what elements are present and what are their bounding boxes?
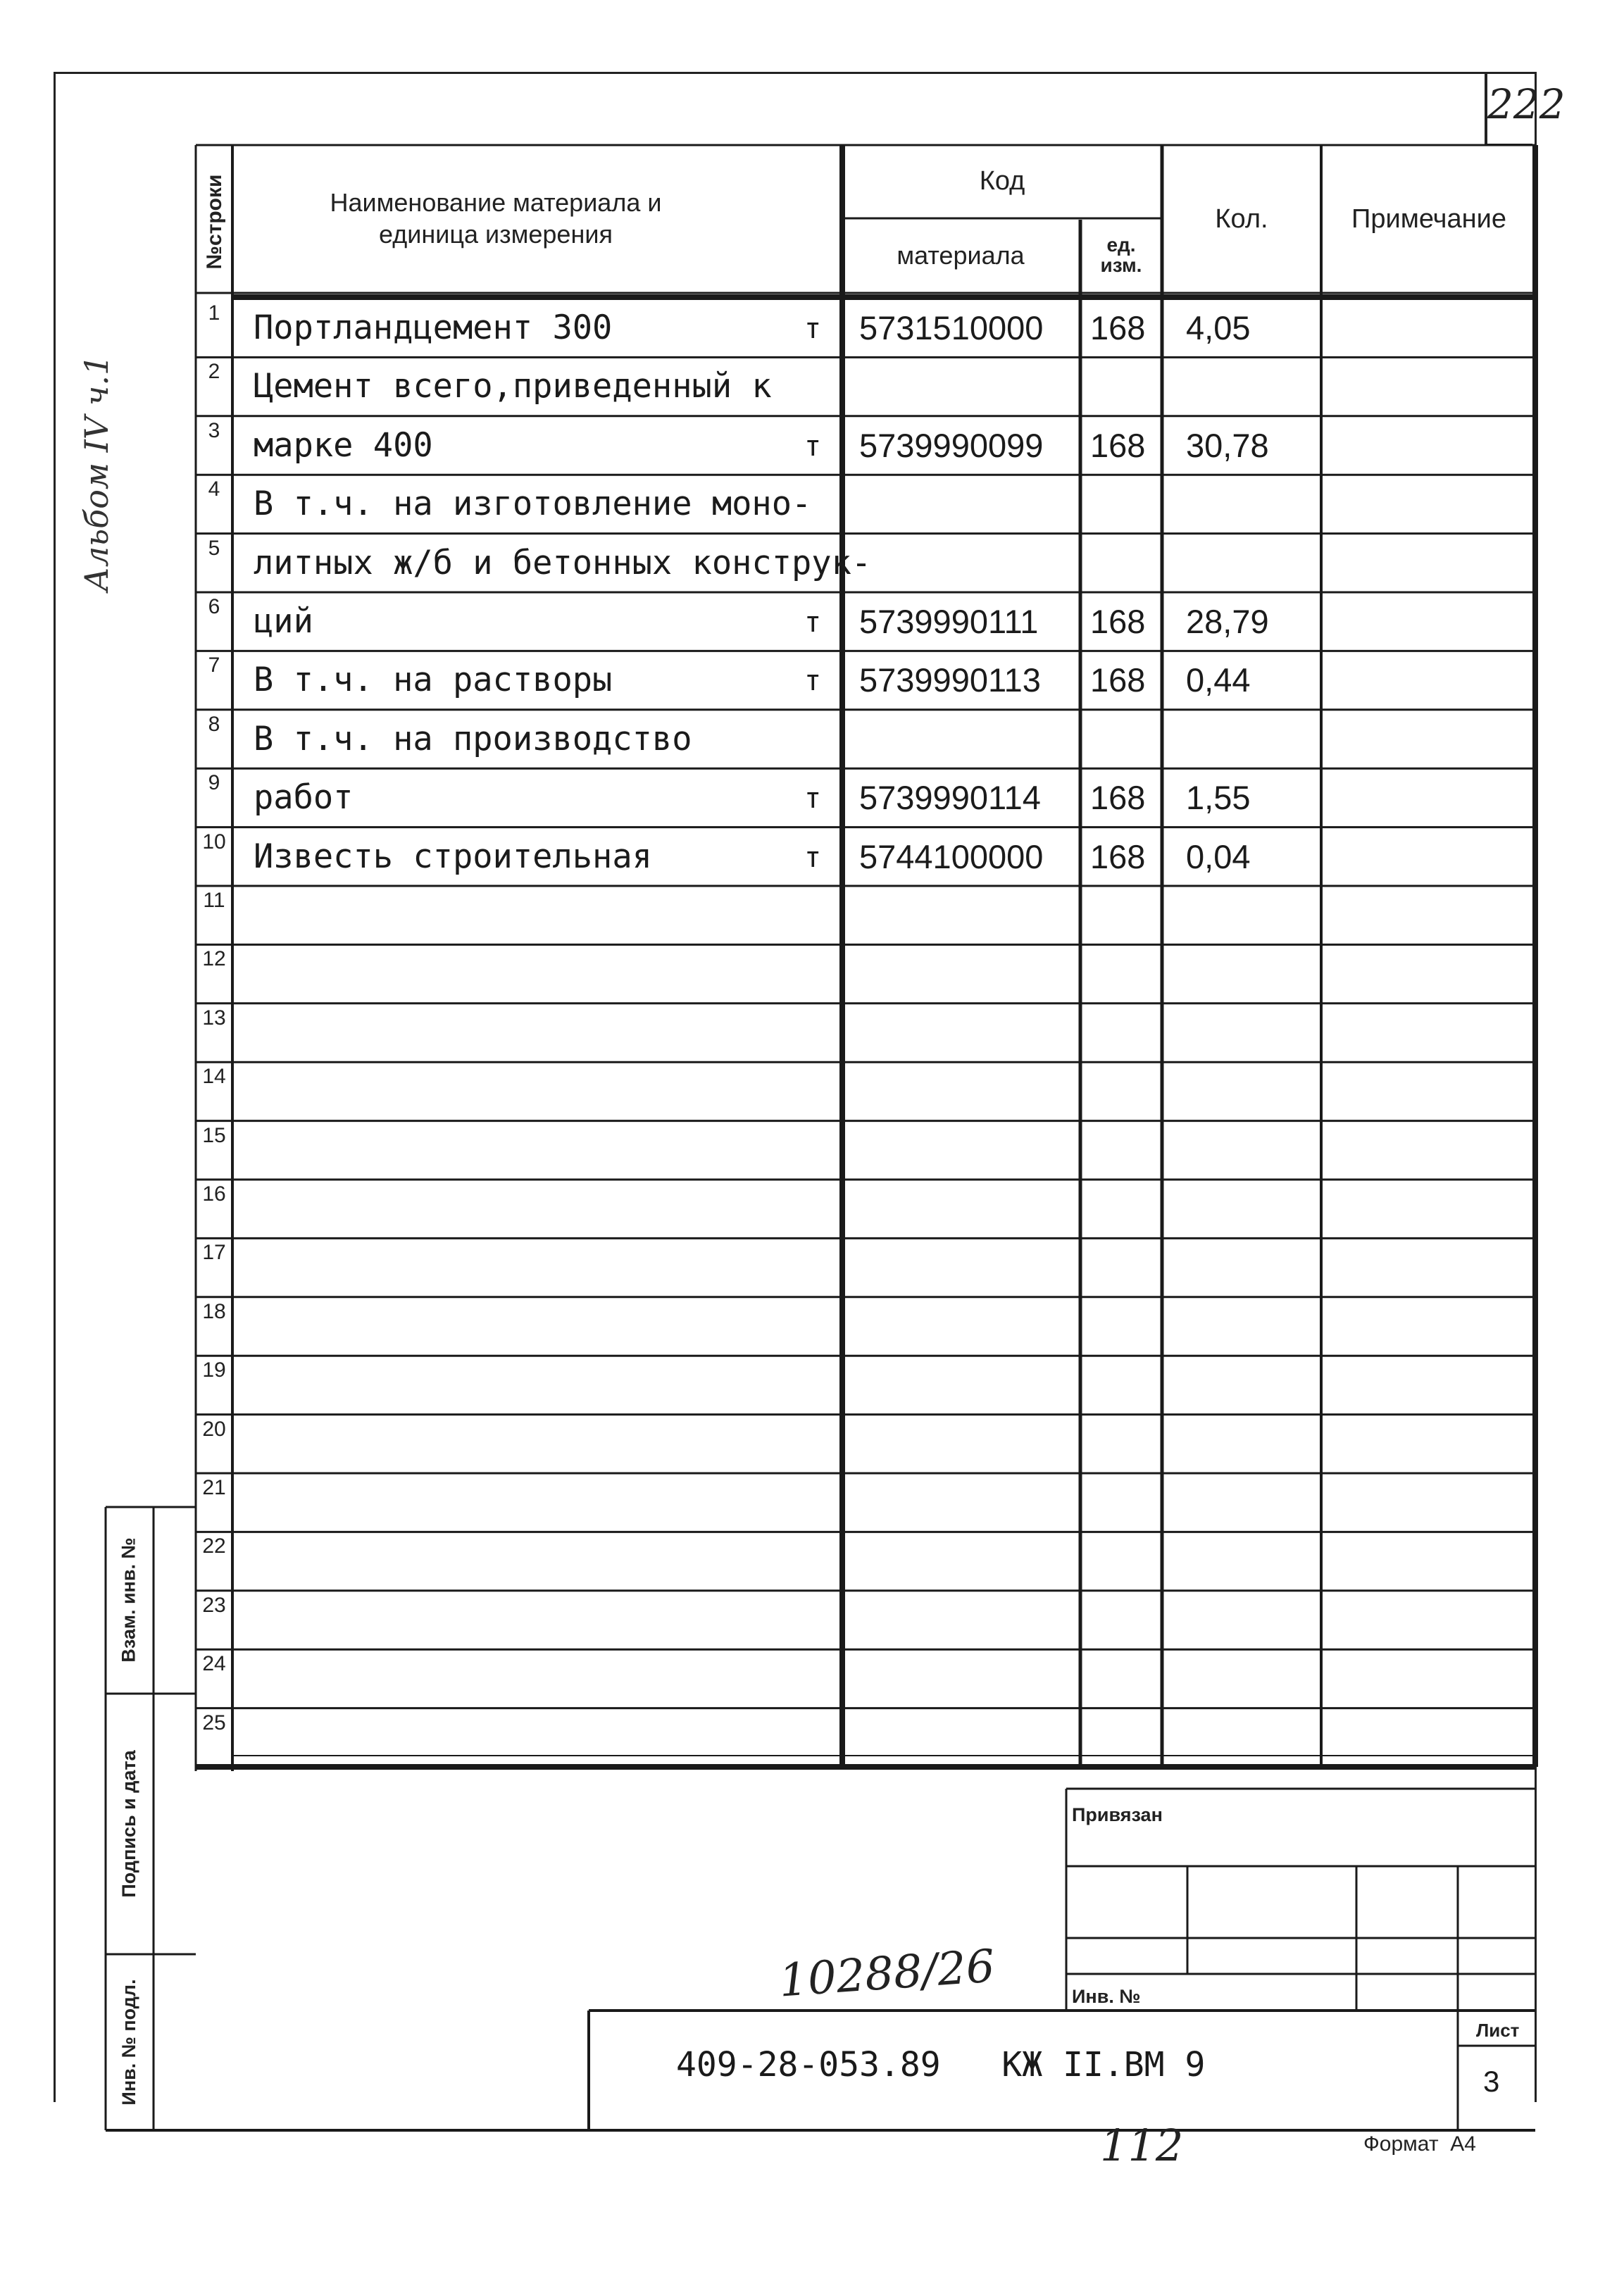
row-number: 19 (202, 1358, 226, 1382)
row-number: 5 (208, 536, 220, 560)
row-number: 11 (203, 889, 225, 912)
quantity: 4,05 (1186, 309, 1251, 346)
row-number: 1 (208, 301, 220, 325)
side-stamp-inv-label: Инв. № подл. (118, 1979, 139, 2106)
material-name: литных ж/б и бетонных конструк- (254, 543, 872, 582)
material-name: работ (254, 778, 354, 818)
unit-code: 168 (1090, 309, 1146, 346)
material-unit: т (804, 313, 822, 345)
row-number: 25 (202, 1711, 226, 1734)
header-code: Код (979, 166, 1025, 196)
row-number: 3 (208, 418, 220, 442)
material-name: Известь строительная (254, 837, 652, 876)
side-stamp-podpis-label: Подпись и дата (118, 1750, 139, 1898)
side-stamp-vzam-label: Взам. инв. № (118, 1537, 139, 1663)
material-unit: т (804, 841, 822, 874)
row-number: 23 (202, 1593, 226, 1617)
format-label: Формат А4 (1363, 2132, 1476, 2156)
material-name: В т.ч. на растворы (254, 661, 613, 700)
material-name: ций (254, 602, 313, 641)
material-name: Цемент всего,приведенный к (254, 367, 772, 406)
row-number: 14 (202, 1065, 226, 1089)
title-sheet-value: 3 (1483, 2065, 1500, 2098)
row-number: 17 (202, 1241, 226, 1265)
row-number: 13 (202, 1006, 226, 1030)
row-number: 6 (208, 595, 220, 618)
material-unit: т (804, 606, 822, 639)
quantity: 0,44 (1186, 661, 1251, 699)
header-code-unit: ед. изм. (1100, 233, 1142, 276)
header-row-number-label: №строки (203, 174, 226, 270)
quantity: 0,04 (1186, 837, 1251, 875)
title-sheet-label: Лист (1476, 2020, 1520, 2041)
unit-code: 168 (1090, 837, 1146, 875)
handwritten-page: 112 (1100, 2120, 1184, 2171)
row-number: 8 (208, 712, 220, 736)
row-number: 21 (202, 1476, 226, 1499)
material-name: Портландцемент 300 (254, 308, 613, 347)
material-code: 5744100000 (859, 837, 1044, 875)
material-unit: т (804, 782, 822, 815)
row-number: 7 (208, 654, 220, 677)
title-inv-no: Инв. № (1072, 1986, 1141, 2007)
header-row-number (196, 145, 231, 299)
row-number: 15 (202, 1123, 226, 1147)
handwritten-sheet-number: 222 (1487, 80, 1566, 128)
material-name: В т.ч. на производство (254, 719, 692, 758)
quantity: 28,79 (1186, 603, 1269, 640)
unit-code: 168 (1090, 603, 1146, 640)
material-unit: т (804, 665, 822, 698)
row-number: 16 (202, 1182, 226, 1206)
side-stamp-podpis (106, 1694, 154, 1954)
handwritten-ref: 10288/26 (777, 1940, 997, 2008)
title-designation: 409-28-053.89 КЖ II.ВМ 9 (676, 2045, 1206, 2084)
row-number: 9 (208, 771, 220, 795)
row-number: 12 (202, 947, 226, 971)
row-number: 4 (208, 477, 220, 501)
side-stamp-vzam (106, 1507, 154, 1694)
margin-note: Альбом IV ч.1 (77, 354, 115, 592)
material-name: В т.ч. на изготовление моно- (254, 485, 812, 524)
quantity: 1,55 (1186, 779, 1251, 817)
header-qty: Кол. (1215, 204, 1268, 235)
row-number: 24 (202, 1652, 226, 1676)
material-unit: т (804, 430, 822, 463)
unit-code: 168 (1090, 779, 1146, 817)
row-number: 18 (202, 1299, 226, 1323)
row-number: 20 (202, 1417, 226, 1441)
header-name: Наименование материала и единица измерения (330, 188, 662, 249)
material-code: 5739990111 (859, 603, 1039, 640)
row-number: 10 (202, 830, 226, 854)
row-number: 2 (208, 360, 220, 384)
material-code: 5739990114 (859, 779, 1041, 817)
material-code: 5739990099 (859, 426, 1044, 464)
header-code-material: материала (897, 240, 1025, 270)
material-name: марке 400 (254, 425, 433, 465)
title-privyazan: Привязан (1072, 1804, 1163, 1825)
material-code: 5731510000 (859, 309, 1044, 346)
material-code: 5739990113 (859, 661, 1041, 699)
side-stamp-inv (106, 1954, 154, 2130)
unit-code: 168 (1090, 661, 1146, 699)
header-note: Примечание (1351, 204, 1506, 235)
row-number: 22 (202, 1534, 226, 1558)
quantity: 30,78 (1186, 426, 1269, 464)
unit-code: 168 (1090, 426, 1146, 464)
